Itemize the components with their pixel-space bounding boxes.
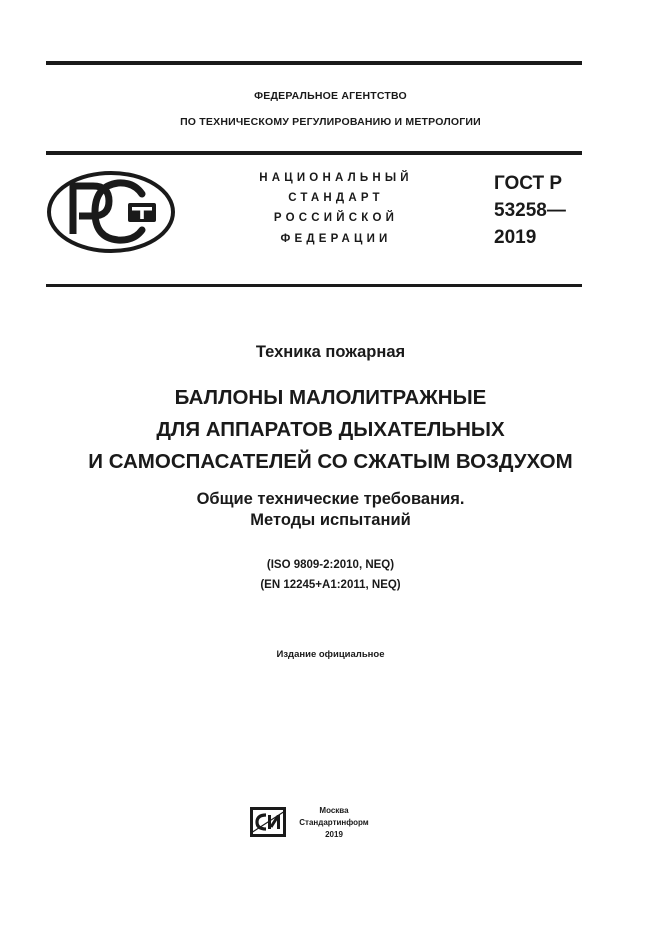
- agency-line-2: ПО ТЕХНИЧЕСКОМУ РЕГУЛИРОВАНИЮ И МЕТРОЛОГИИ: [180, 116, 481, 128]
- standard-type-line-1: НАЦИОНАЛЬНЫЙ: [259, 172, 413, 184]
- rst-logo-icon: [46, 170, 176, 254]
- gost-designation-line-2: 53258—: [494, 200, 566, 221]
- reference-iso: (ISO 9809-2:2010, NEQ): [266, 559, 395, 571]
- agency-line-1: ФЕДЕРАЛЬНОЕ АГЕНТСТВО: [254, 90, 407, 102]
- subtitle-line-1: Общие технические требования.: [196, 490, 465, 508]
- standartinform-logo-icon: [249, 806, 287, 838]
- title-main-line-3: И САМОСПАСАТЕЛЕЙ СО СЖАТЫМ ВОЗДУХОМ: [88, 450, 573, 473]
- title-main-line-1: БАЛЛОНЫ МАЛОЛИТРАЖНЫЕ: [174, 386, 487, 409]
- standard-type-line-3: РОССИЙСКОЙ: [273, 212, 399, 224]
- top-rule: [46, 61, 582, 65]
- edition-label: Издание официальное: [276, 649, 385, 660]
- standard-type-line-4: ФЕДЕРАЦИИ: [280, 233, 392, 245]
- standard-type-line-2: СТАНДАРТ: [288, 192, 384, 204]
- publisher-city: Москва: [319, 806, 349, 815]
- title-category: Техника пожарная: [255, 343, 406, 361]
- gost-designation-line-1: ГОСТ Р: [494, 173, 563, 194]
- subtitle-line-2: Методы испытаний: [250, 511, 411, 529]
- gost-designation-line-3: 2019: [494, 227, 537, 248]
- standard-block-rule: [46, 284, 582, 287]
- header-rule: [46, 151, 582, 155]
- reference-en: (EN 12245+A1:2011, NEQ): [260, 579, 401, 591]
- publisher-name: Стандартинформ: [299, 818, 369, 827]
- title-main-line-2: ДЛЯ АППАРАТОВ ДЫХАТЕЛЬНЫХ: [156, 418, 505, 441]
- publisher-year: 2019: [325, 830, 343, 839]
